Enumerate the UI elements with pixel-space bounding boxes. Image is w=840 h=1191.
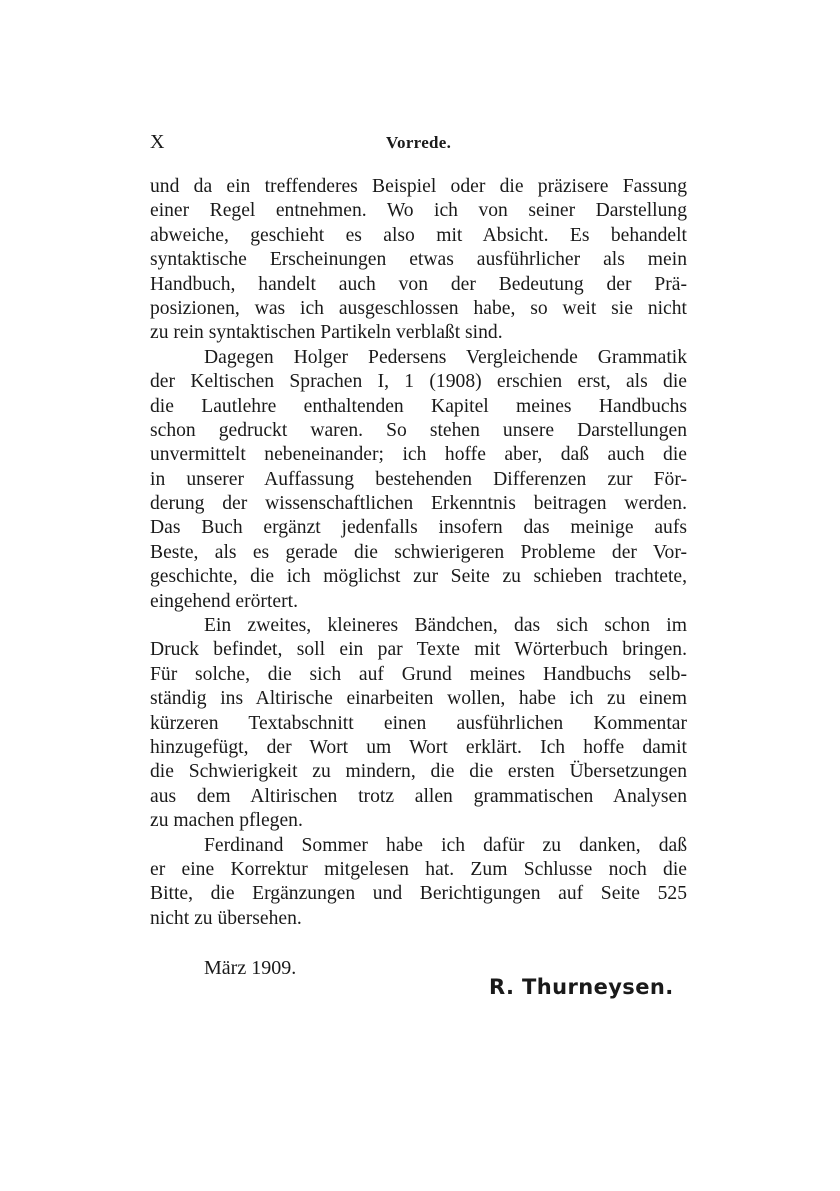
author-signature: R. Thurneysen. <box>489 975 674 999</box>
text-line: Bitte, die Ergänzungen und Berichtigungen auf Seite 525 <box>150 883 687 905</box>
text-line: in unserer Auffassung bestehenden Differenzen zur För- <box>150 468 687 490</box>
date-line: März 1909. <box>204 957 297 979</box>
text-line: zu machen pflegen. <box>150 810 303 832</box>
text-line: zu rein syntaktischen Partikeln verblaßt sind. <box>150 322 503 344</box>
text-line: derung der wissenschaftlichen Erkenntnis beitragen werden. <box>150 493 687 515</box>
text-line: hinzugefügt, der Wort um Wort erklärt. Ich hoffe damit <box>150 736 687 758</box>
text-line: Das Buch ergänzt jedenfalls insofern das meinige aufs <box>150 517 687 539</box>
text-line: einer Regel entnehmen. Wo ich von seiner Darstellung <box>150 200 687 222</box>
text-line: die Schwierigkeit zu mindern, die die ersten Übersetzungen <box>150 761 687 783</box>
text-line: Handbuch, handelt auch von der Bedeutung der Prä- <box>150 273 687 295</box>
body-text <box>150 175 687 931</box>
text-line: schon gedruckt waren. So stehen unsere Darstellungen <box>150 419 687 441</box>
text-line: der Keltischen Sprachen I, 1 (1908) erschien erst, als die <box>150 371 687 393</box>
text-line: Beste, als es gerade die schwierigeren Probleme der Vor- <box>150 541 687 563</box>
text-line: Für solche, die sich auf Grund meines Handbuchs selb- <box>150 663 687 685</box>
text-line: und da ein treffenderes Beispiel oder die präzisere Fassung <box>150 176 687 197</box>
running-head <box>150 131 687 157</box>
text-line: posizionen, was ich ausgeschlossen habe, so weit sie nicht <box>150 297 687 319</box>
text-line: nicht zu übersehen. <box>150 907 302 929</box>
text-line: aus dem Altirischen trotz allen grammatischen Analysen <box>150 785 687 807</box>
text-line: syntaktische Erscheinungen etwas ausführlicher als mein <box>150 249 687 271</box>
text-line: Ein zweites, kleineres Bändchen, das sich schon im <box>204 615 687 637</box>
text-line: Druck befindet, soll ein par Texte mit Wörterbuch bringen. <box>150 639 687 661</box>
text-line: ständig ins Altirische einarbeiten wollen, habe ich zu einem <box>150 688 687 710</box>
text-line: die Lautlehre enthaltenden Kapitel meines Handbuchs <box>150 395 687 417</box>
text-line: kürzeren Textabschnitt einen ausführlichen Kommentar <box>150 712 687 734</box>
text-line: er eine Korrektur mitgelesen hat. Zum Schlusse noch die <box>150 858 687 880</box>
text-line: eingehend erörtert. <box>150 590 298 612</box>
text-line: unvermittelt nebeneinander; ich hoffe aber, daß auch die <box>150 444 687 466</box>
text-line: abweiche, geschieht es also mit Absicht. Es behandelt <box>150 224 687 246</box>
running-title: Vorrede. <box>386 133 452 152</box>
text-line: Dagegen Holger Pedersens Vergleichende Grammatik <box>204 346 687 368</box>
page-number: X <box>150 131 166 153</box>
text-line: Ferdinand Sommer habe ich dafür zu danken, daß <box>204 834 687 856</box>
text-line: geschichte, die ich möglichst zur Seite zu schieben trachtete, <box>150 566 687 588</box>
